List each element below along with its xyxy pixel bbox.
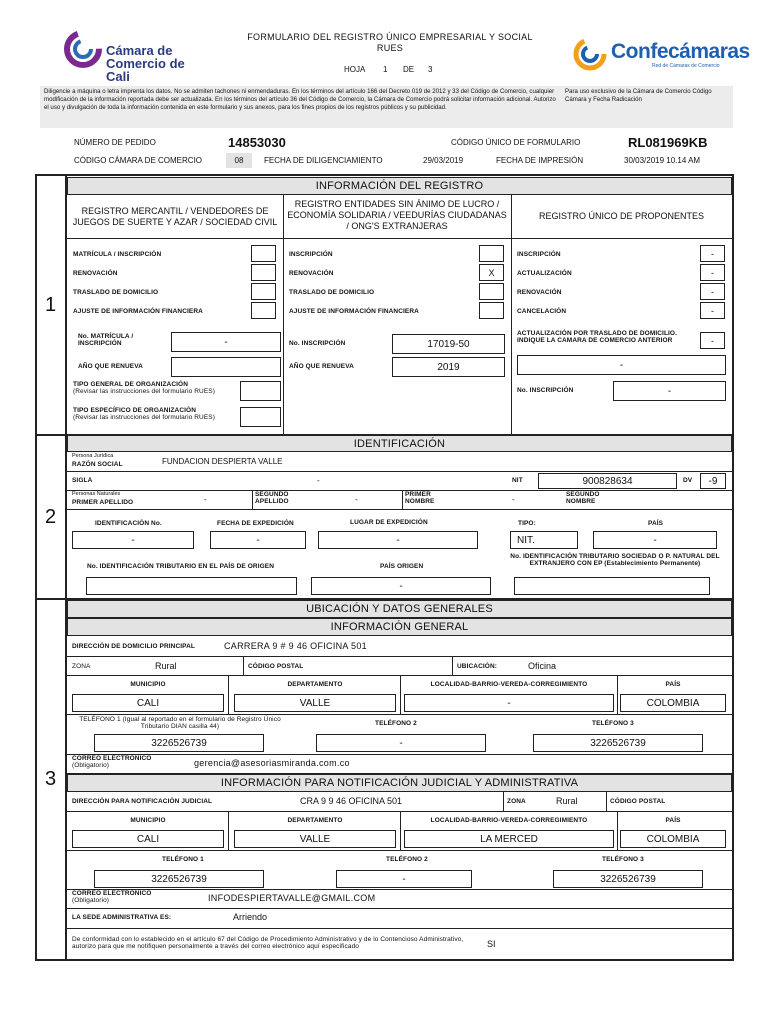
- sec1-head-bottom: [67, 238, 732, 239]
- sec3-line-10: [67, 928, 732, 929]
- sec3-line-4: [67, 754, 732, 755]
- codigo-camara-value: 08: [226, 153, 252, 168]
- section2-title: IDENTIFICACIÓN: [67, 435, 732, 452]
- c3-r3-label: RENOVACIÓN: [517, 289, 562, 296]
- npostal-label: CÓDIGO POSTAL: [610, 798, 666, 805]
- localidad-label: LOCALIDAD-BARRIO-VEREDA-CORREGIMIENTO: [430, 681, 588, 688]
- postal-label: CÓDIGO POSTAL: [248, 663, 304, 670]
- ntel3-label: TELÉFONO 3: [602, 856, 644, 863]
- tel3-label: TELÉFONO 3: [592, 720, 634, 727]
- pais-field[interactable]: -: [593, 531, 717, 549]
- nemail-note: (Obligatorio): [72, 897, 110, 905]
- codigo-form-value: RL081969KB: [628, 135, 708, 150]
- c2-r3-label: TRASLADO DE DOMICILIO: [289, 289, 375, 296]
- sec2-div-a: [252, 490, 253, 509]
- logo-right-text: Confecámaras: [611, 40, 750, 63]
- tipo-general-field[interactable]: [240, 381, 281, 401]
- sec2-div-b: [402, 490, 403, 509]
- ntel1-field[interactable]: 3226526739: [94, 870, 264, 888]
- lugar-exp-label: LUGAR DE EXPEDICIÓN: [350, 519, 428, 526]
- notif-title: INFORMACIÓN PARA NOTIFICACIÓN JUDICIAL Y ADMINISTRATIVA: [67, 774, 732, 792]
- number-column-divider: [65, 174, 67, 961]
- dv-label: DV: [683, 477, 693, 484]
- sec3-div-c1: [228, 675, 229, 714]
- sec3-div-n1: [228, 811, 229, 850]
- ubicacion-label: UBICACIÓN:: [457, 663, 497, 670]
- primer-nombre-value[interactable]: -: [512, 495, 515, 504]
- tel1-label: TELÉFONO 1 (Igual al reportado en el formulario de Registro Único Tributario DIAN casilla 44): [79, 716, 281, 731]
- sec3-div-c3: [617, 675, 618, 714]
- col1-head: REGISTRO MERCANTIL / VENDEDORES DE JUEGOS DE SUERTE Y AZAR / SOCIEDAD CIVIL: [72, 206, 278, 227]
- pedido-value: 14853030: [228, 135, 286, 150]
- tipo-especifico-field[interactable]: [240, 407, 281, 427]
- tel2-label: TELÉFONO 2: [375, 720, 417, 727]
- sec3-div-npostal: [606, 792, 607, 811]
- section3-number: 3: [44, 768, 57, 790]
- nlocalidad-field[interactable]: LA MERCED: [404, 830, 614, 848]
- tipo-general: [73, 381, 215, 395]
- localidad-field[interactable]: -: [404, 694, 614, 712]
- codigo-form-label: CÓDIGO ÚNICO DE FORMULARIO: [451, 138, 581, 147]
- tipo-especifico: [73, 407, 215, 421]
- pais-origen-field[interactable]: -: [311, 577, 491, 595]
- pedido-label: NÚMERO DE PEDIDO: [74, 138, 156, 147]
- form-title: [230, 32, 550, 54]
- fecha-impr-value: 30/03/2019 10.14 AM: [624, 156, 701, 165]
- razon-value[interactable]: FUNDACION DESPIERTA VALLE: [162, 457, 283, 466]
- ntel2-field[interactable]: -: [336, 870, 472, 888]
- zona-value[interactable]: Rural: [155, 661, 177, 671]
- pj-label: Persona Jurídica: [72, 453, 114, 459]
- sec3-line-1: [67, 656, 732, 657]
- col2-head: REGISTRO ENTIDADES SIN ÁNIMO DE LUCRO / ECONOMÍA SOLIDARIA / VEEDURÍAS CIUDADANAS / ONG'S EXTRANJERAS: [287, 199, 507, 231]
- dir-value[interactable]: CARRERA 9 # 9 46 OFICINA 501: [224, 641, 367, 651]
- c2-r4-label: AJUSTE DE INFORMACIÓN FINANCIERA: [289, 308, 419, 315]
- municipio-field[interactable]: CALI: [72, 694, 224, 712]
- primer-apellido-value[interactable]: -: [204, 495, 207, 504]
- sec3-div-c2: [400, 675, 401, 714]
- traslado-label: ACTUALIZACIÓN POR TRASLADO DE DOMICILIO. INDIQUE LA CAMARA DE COMERCIO ANTERIOR: [517, 330, 677, 345]
- sec3-div-nzona: [503, 792, 504, 811]
- c2-r2-checkbox[interactable]: X: [479, 264, 504, 281]
- c2-r4-checkbox[interactable]: [479, 302, 504, 319]
- depto-label: DEPARTAMENTO: [287, 681, 343, 688]
- ndepto-label: DEPARTAMENTO: [287, 817, 343, 824]
- sec1-col-divider-2: [511, 195, 512, 434]
- traslado-camara-field[interactable]: -: [517, 355, 726, 375]
- sec3-line-8: [67, 889, 732, 890]
- id-no-label: IDENTIFICACIÓN No.: [95, 520, 162, 527]
- c3-r2-checkbox[interactable]: -: [700, 264, 725, 281]
- sec3-div-zona: [243, 656, 244, 675]
- email-label-block: [72, 755, 151, 769]
- npais-label: PAÍS: [665, 817, 681, 824]
- fecha-exp-field[interactable]: -: [210, 531, 306, 549]
- sec3-div-n3: [617, 811, 618, 850]
- nit-label: NIT: [512, 477, 523, 484]
- inscripcion-label: No. INSCRIPCIÓN: [289, 340, 346, 347]
- sede-value[interactable]: Arriendo: [233, 912, 268, 922]
- fecha-impr-label: FECHA DE IMPRESIÓN: [496, 156, 584, 165]
- sec3-div-n2: [400, 811, 401, 850]
- c2-r2-label: RENOVACIÓN: [289, 270, 334, 277]
- inscripcion3-label: No. INSCRIPCIÓN: [517, 387, 574, 394]
- inscripcion-field[interactable]: 17019-50: [392, 334, 505, 354]
- tipo-especifico-note: (Revisar las instrucciones del formulario RUES): [73, 414, 215, 422]
- nzona-value[interactable]: Rural: [556, 796, 578, 806]
- nzona-label: ZONA: [507, 798, 526, 805]
- sec2-line-1: [67, 471, 732, 472]
- confecamaras-logo-icon: [572, 36, 612, 72]
- traslado-checkbox[interactable]: -: [700, 332, 725, 349]
- email-value[interactable]: gerencia@asesoriasmiranda.com.co: [194, 758, 350, 768]
- inscripcion3-field[interactable]: -: [613, 381, 726, 401]
- segundo-nombre-label: SEGUNDO NOMBRE: [566, 491, 600, 506]
- dir-label: DIRECCIÓN DE DOMICILIO PRINCIPAL: [72, 643, 195, 650]
- tipo-label: TIPO:: [518, 520, 536, 527]
- nmunicipio-field[interactable]: CALI: [72, 830, 224, 848]
- col3-head: REGISTRO ÚNICO DE PROPONENTES: [538, 211, 705, 221]
- sigla-label: SIGLA: [72, 477, 93, 484]
- c1-r3-checkbox[interactable]: [251, 283, 276, 300]
- fecha-exp-label: FECHA DE EXPEDICIÓN: [217, 520, 294, 527]
- ntel1-label: TELÉFONO 1: [162, 856, 204, 863]
- anio2-field[interactable]: 2019: [392, 357, 505, 377]
- codigo-camara-label: CÓDIGO CÁMARA DE COMERCIO: [74, 156, 203, 165]
- c1-r1-checkbox[interactable]: [251, 245, 276, 262]
- c1-r2-checkbox[interactable]: [251, 264, 276, 281]
- fecha-dilig-value: 29/03/2019: [423, 156, 464, 165]
- c2-r1-label: INSCRIPCIÓN: [289, 251, 333, 258]
- segundo-apellido-value[interactable]: -: [355, 495, 358, 504]
- de-label: DE: [403, 65, 415, 74]
- form-title-line1: FORMULARIO DEL REGISTRO ÚNICO EMPRESARIAL Y SOCIAL: [247, 32, 533, 42]
- form-title-line2: RUES: [376, 42, 404, 53]
- ntel3-field[interactable]: 3226526739: [553, 870, 703, 888]
- matricula-field[interactable]: -: [171, 332, 281, 352]
- tel2-field[interactable]: -: [316, 734, 486, 752]
- primer-nombre-label: PRIMER NOMBRE: [405, 491, 435, 506]
- zona-label: ZONA: [72, 663, 91, 670]
- ndir-label: DIRECCIÓN PARA NOTIFICACIÓN JUDICIAL: [72, 798, 213, 805]
- tel3-field[interactable]: 3226526739: [533, 734, 703, 752]
- ubicacion-value[interactable]: Oficina: [528, 661, 557, 671]
- exclusive-note: Para uso exclusivo de la Cámara de Comercio Código Cámara y Fecha Radicación: [565, 88, 712, 104]
- npais-field[interactable]: COLOMBIA: [620, 830, 726, 848]
- tipo-general-label: TIPO GENERAL DE ORGANIZACIÓN: [73, 381, 188, 388]
- c1-r1-label: MATRÍCULA / INSCRIPCIÓN: [73, 251, 162, 258]
- trib-field[interactable]: [86, 577, 297, 595]
- ntel2-label: TELÉFONO 2: [386, 856, 428, 863]
- nit-field[interactable]: 900828634: [538, 473, 677, 489]
- nmunicipio-label: MUNICIPIO: [130, 817, 166, 824]
- email-note: (Obligatorio): [72, 762, 110, 770]
- ndir-value[interactable]: CRA 9 9 46 OFICINA 501: [300, 796, 403, 806]
- sec2-line-3: [67, 509, 732, 510]
- section1-title: INFORMACIÓN DEL REGISTRO: [67, 177, 732, 195]
- c1-r4-checkbox[interactable]: [251, 302, 276, 319]
- tipo-general-note: (Revisar las instrucciones del formulario RUES): [73, 388, 215, 396]
- tel1-field[interactable]: 3226526739: [94, 734, 264, 752]
- section3-title: UBICACIÓN Y DATOS GENERALES: [67, 600, 732, 618]
- hoja-total: 3: [428, 65, 433, 74]
- instructions-text: Diligencie a máquina o letra imprenta los datos. No se admiten tachones ni enmendaduras. En los términos del artículo 166 del Decreto 019 de 2012 y 33 del Código de Comercio, cualquier modificación de la información reportada debe ser actualizada. En los términos del artículo 36 del Código de Comercio, la Cámara de Comercio podrá solicitar información adicional. Autorizo el uso y divulgación de toda la información contenida en este formulario y sus anexos, para los fines propios de los registros públicos y su publicidad.: [44, 88, 556, 112]
- c3-r2-label: ACTUALIZACIÓN: [517, 270, 572, 277]
- sec1-col-divider-1: [283, 195, 284, 434]
- tipo-field[interactable]: NIT.: [510, 531, 578, 549]
- c1-r4-label: AJUSTE DE INFORMACIÓN FINANCIERA: [73, 308, 203, 315]
- section2-number: 2: [44, 505, 57, 528]
- logo-left-line3: Cali: [106, 69, 130, 84]
- nlocalidad-label: LOCALIDAD-BARRIO-VEREDA-CORREGIMIENTO: [430, 817, 588, 824]
- general-title: INFORMACIÓN GENERAL: [67, 618, 732, 636]
- c3-r4-label: CANCELACIÓN: [517, 308, 567, 315]
- nemail-value[interactable]: INFODESPIERTAVALLE@GMAIL.COM: [208, 893, 376, 903]
- c2-r1-checkbox[interactable]: [479, 245, 504, 262]
- section1-number: 1: [44, 293, 57, 316]
- c3-r1-checkbox[interactable]: -: [700, 245, 725, 262]
- pn-label: Personas Naturales: [72, 491, 121, 497]
- anio-label: AÑO QUE RENUEVA: [78, 363, 143, 370]
- primer-apellido-label: PRIMER APELLIDO: [72, 499, 134, 506]
- sigla-value[interactable]: -: [317, 476, 320, 485]
- logo-right-sub: Red de Cámaras de Comercio: [652, 63, 720, 69]
- c3-r1-label: INSCRIPCIÓN: [517, 251, 561, 258]
- matricula-label: No. MATRÍCULA / INSCRIPCIÓN: [78, 333, 134, 348]
- depto-field[interactable]: VALLE: [234, 694, 396, 712]
- razon-label: RAZÓN SOCIAL: [72, 461, 123, 468]
- dv-field[interactable]: -9: [700, 473, 726, 489]
- logo-left-line1: Cámara de: [106, 43, 173, 58]
- trib-ext-label: No. IDENTIFICACIÓN TRIBUTARIO SOCIEDAD O P. NATURAL DEL EXTRANJERO CON EP (Establecimiento Permanente): [510, 553, 720, 568]
- consent-value[interactable]: SI: [487, 939, 496, 949]
- pais3-field[interactable]: COLOMBIA: [620, 694, 726, 712]
- sec3-line-3: [67, 714, 732, 715]
- pais-label: PAÍS: [648, 520, 664, 527]
- nemail-label-block: [72, 890, 151, 904]
- municipio-label: MUNICIPIO: [130, 681, 166, 688]
- consent-text: De conformidad con lo establecido en el artículo 67 del Código de Procedimiento Administrativo y de lo Contencioso Administrativo, autorizo para que me notifiquen personalmente a través del correo electrónico aquí especificado: [72, 936, 464, 951]
- anio-field[interactable]: [171, 357, 281, 377]
- sec3-line-9: [67, 908, 732, 909]
- c3-r3-checkbox[interactable]: -: [700, 283, 725, 300]
- trib-ext-field[interactable]: [514, 577, 710, 595]
- c1-r2-label: RENOVACIÓN: [73, 270, 118, 277]
- camara-logo-icon: [62, 28, 104, 70]
- hoja-label: HOJA: [344, 65, 366, 74]
- nemail-label: CORREO ELECTRÓNICO: [72, 890, 152, 897]
- tipo-especifico-label: TIPO ESPECÍFICO DE ORGANIZACIÓN: [73, 407, 196, 414]
- ndepto-field[interactable]: VALLE: [234, 830, 396, 848]
- logo-left-text: [106, 44, 185, 83]
- trib-label: No. IDENTIFICACIÓN TRIBUTARIO EN EL PAÍS DE ORIGEN: [87, 563, 275, 570]
- logo-left-line2: Comercio de: [106, 56, 185, 71]
- segundo-apellido-label: SEGUNDO APELLIDO: [255, 491, 289, 506]
- anio2-label: AÑO QUE RENUEVA: [289, 363, 354, 370]
- pais-origen-label: PAÍS ORIGEN: [380, 563, 424, 570]
- sec3-div-postal: [452, 656, 453, 675]
- sede-label: LA SEDE ADMINISTRATIVA ES:: [72, 914, 172, 921]
- id-no-field[interactable]: -: [72, 531, 194, 549]
- email-label: CORREO ELECTRÓNICO: [72, 755, 152, 762]
- fecha-dilig-label: FECHA DE DILIGENCIAMIENTO: [264, 156, 383, 165]
- lugar-exp-field[interactable]: -: [318, 531, 478, 549]
- c1-r3-label: TRASLADO DE DOMICILIO: [73, 289, 159, 296]
- sec2-line-2: [67, 490, 732, 491]
- sec3-line-7: [67, 850, 732, 851]
- c2-r3-checkbox[interactable]: [479, 283, 504, 300]
- c3-r4-checkbox[interactable]: -: [700, 302, 725, 319]
- hoja-num: 1: [383, 65, 388, 74]
- pais3-label: PAÍS: [665, 681, 681, 688]
